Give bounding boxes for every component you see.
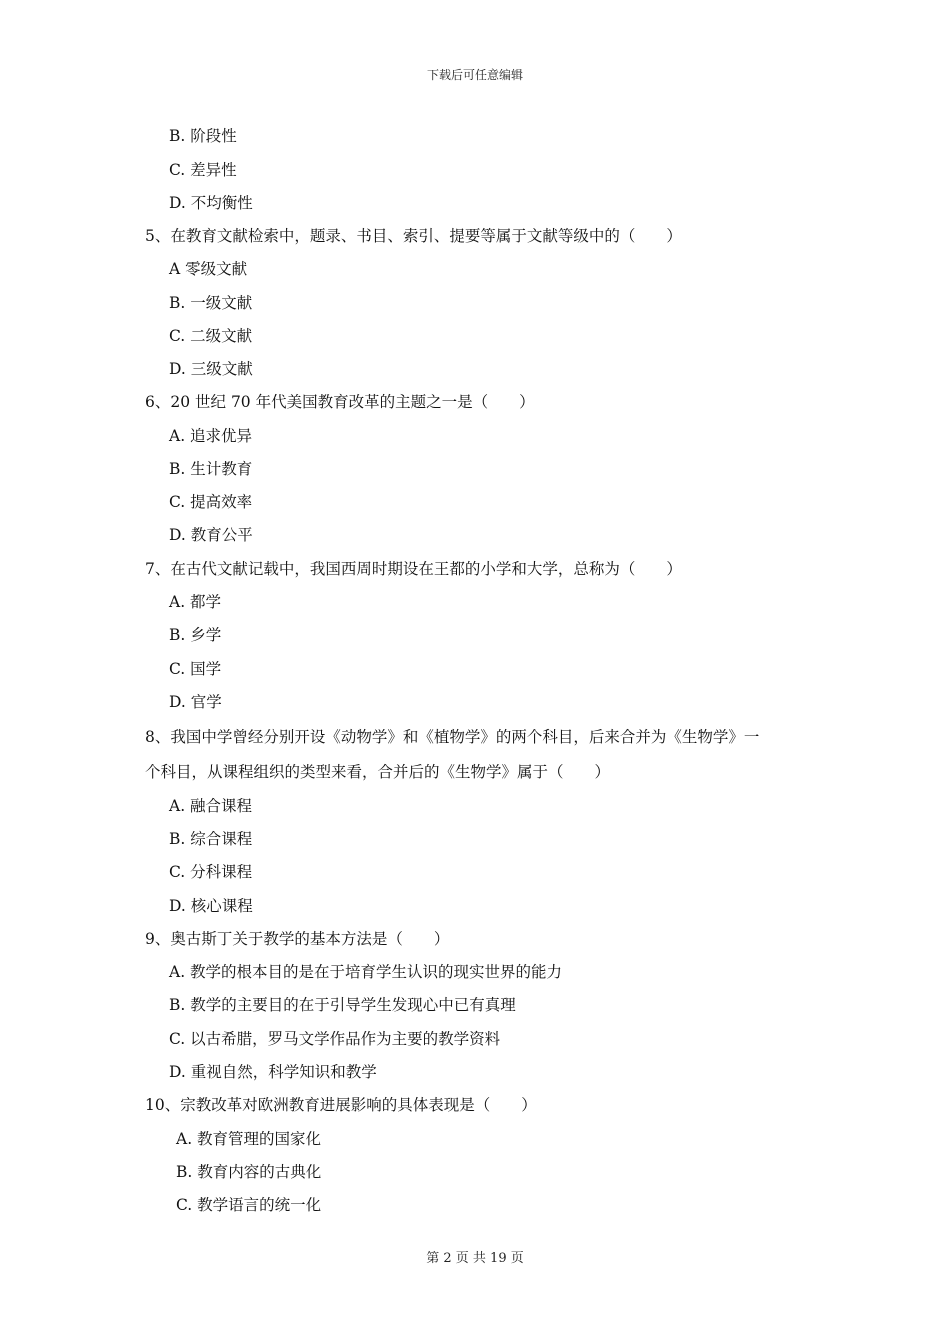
option-9d: D. 重视自然，科学知识和教学 [169, 1063, 377, 1081]
option-3d: D. 不均衡性 [169, 194, 253, 212]
option-10b: B. 教育内容的古典化 [176, 1163, 322, 1181]
option-8d: D. 核心课程 [169, 897, 253, 915]
question-7: 7、在古代文献记载中，我国西周时期设在王都的小学和大学，总称为（ ） [145, 560, 682, 578]
page-footer: 第 2 页 共 19 页 [426, 1251, 524, 1266]
question-8: 8、我国中学曾经分别开设《动物学》和《植物学》的两个科目，后来合并为《生物学》一 [145, 728, 760, 746]
option-6a: A. 追求优异 [169, 427, 253, 445]
option-7a: A. 都学 [169, 593, 222, 611]
question-9: 9、奥古斯丁关于教学的基本方法是（ ） [145, 930, 450, 948]
question-5: 5、在教育文献检索中，题录、书目、索引、提要等属于文献等级中的（ ） [145, 227, 682, 245]
option-5b: B. 一级文献 [169, 294, 253, 312]
page-header: 下载后可任意编辑 [426, 68, 523, 82]
option-3c: C. 差异性 [169, 161, 237, 179]
option-3b: B. 阶段性 [169, 127, 237, 145]
option-6d: D. 教育公平 [169, 526, 253, 544]
option-8b: B. 综合课程 [169, 830, 253, 848]
option-6c: C. 提高效率 [169, 493, 253, 511]
option-7c: C. 国学 [169, 660, 222, 678]
option-7d: D. 官学 [169, 693, 222, 711]
question-6: 6、20 世纪 70 年代美国教育改革的主题之一是（ ） [145, 393, 535, 411]
option-10c: C. 教学语言的统一化 [176, 1196, 322, 1214]
option-8a: A. 融合课程 [169, 797, 253, 815]
option-8c: C. 分科课程 [169, 863, 253, 881]
option-9b: B. 教学的主要目的在于引导学生发现心中已有真理 [169, 996, 516, 1014]
option-5d: D. 三级文献 [169, 360, 253, 378]
question-10: 10、宗教改革对欧洲教育进展影响的具体表现是（ ） [145, 1096, 537, 1114]
option-9c: C. 以古希腊，罗马文学作品作为主要的教学资料 [169, 1030, 501, 1048]
option-9a: A. 教学的根本目的是在于培育学生认识的现实世界的能力 [169, 963, 563, 981]
option-6b: B. 生计教育 [169, 460, 253, 478]
option-5a: A 零级文献 [169, 260, 248, 278]
option-7b: B. 乡学 [169, 626, 222, 644]
option-5c: C. 二级文献 [169, 327, 253, 345]
question-8-continued: 个科目，从课程组织的类型来看，合并后的《生物学》属于（ ） [145, 763, 611, 781]
option-10a: A. 教育管理的国家化 [176, 1130, 322, 1148]
